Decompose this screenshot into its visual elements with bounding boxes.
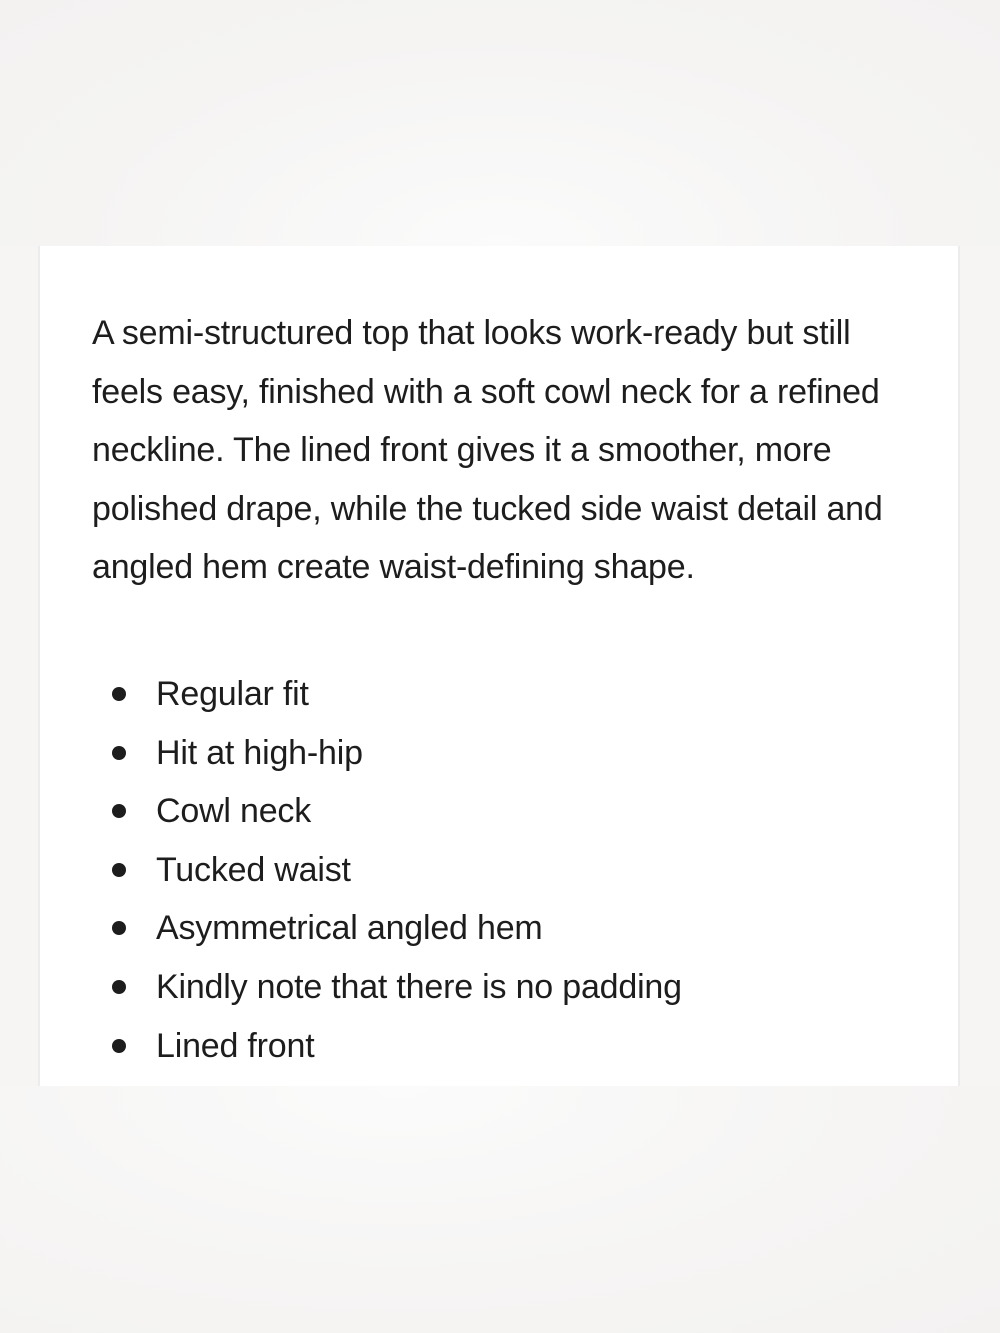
feature-label: Lined front [156, 1026, 315, 1065]
feature-item [92, 782, 682, 841]
feature-label: Cowl neck [156, 792, 312, 831]
feature-label: Tucked waist [156, 850, 351, 889]
feature-item [92, 958, 682, 1017]
bullet-icon [112, 863, 126, 877]
feature-label: Kindly note that there is no padding [156, 967, 682, 1006]
feature-list [92, 665, 682, 1075]
feature-item [92, 724, 682, 783]
bullet-icon [112, 687, 126, 701]
feature-item [92, 665, 682, 724]
bullet-icon [112, 921, 126, 935]
product-details-card [38, 246, 960, 1086]
feature-item [92, 841, 682, 900]
product-description: A semi-structured top that looks work-ready but still feels easy, finished with a soft cowl neck for a refined neckline. The lined front gives it a smoother, more polished drape, while the tucked side waist detail and angled hem create waist-defining shape. [92, 314, 883, 587]
feature-item [92, 1017, 682, 1076]
bullet-icon [112, 980, 126, 994]
feature-item [92, 899, 682, 958]
feature-label: Regular fit [156, 675, 309, 713]
bullet-icon [112, 804, 126, 818]
feature-label: Hit at high-hip [156, 733, 363, 772]
background-top [0, 0, 1000, 246]
bullet-icon [112, 1039, 126, 1053]
feature-label: Asymmetrical angled hem [156, 909, 543, 948]
background-bottom [0, 1086, 1000, 1333]
bullet-icon [112, 746, 126, 760]
